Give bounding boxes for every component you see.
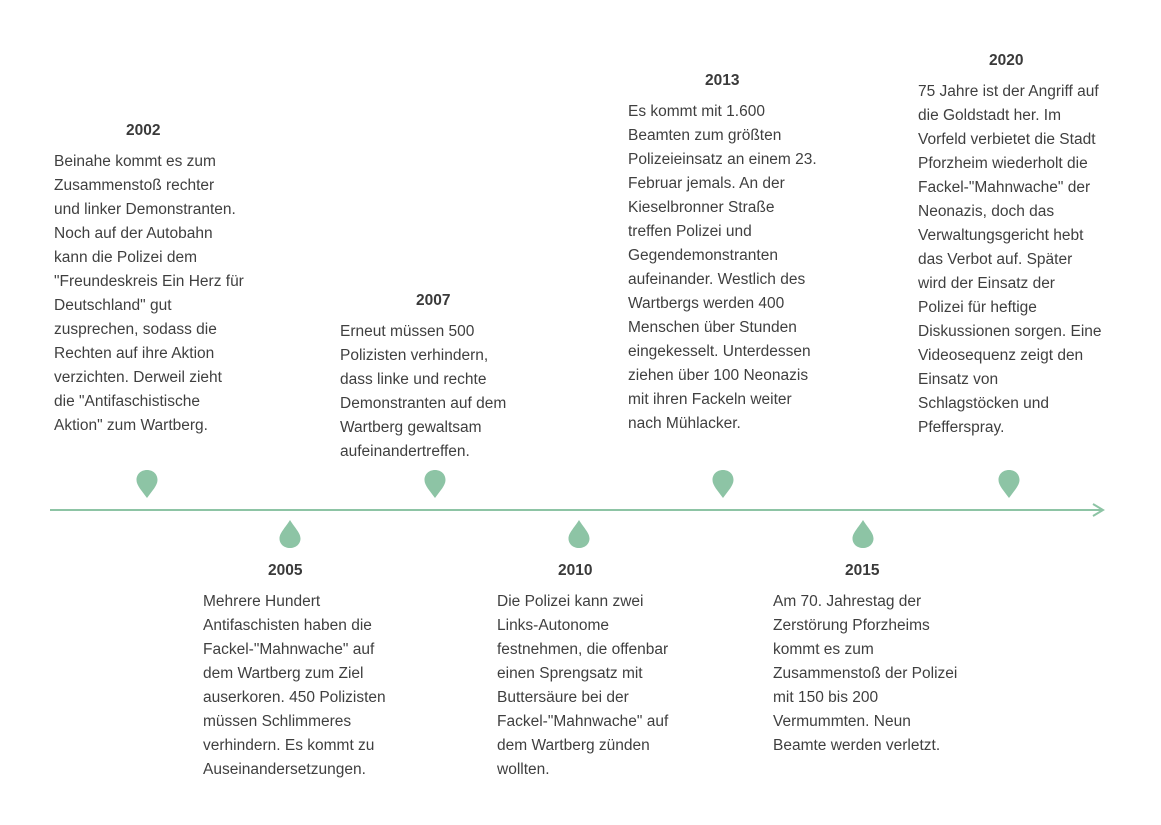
drop-icon (852, 519, 874, 549)
event-year: 2002 (126, 122, 161, 139)
event-year: 2010 (558, 562, 593, 579)
event-year: 2020 (989, 52, 1024, 69)
timeline-event-2007 (340, 291, 522, 464)
event-description: Mehrere Hundert Antifaschisten haben die Fackel-"Mahnwache" auf dem Wartberg zum Ziel auserkoren. 450 Polizisten müssen Schlimmeres verhindern. Es kommt zu Auseinandersetzungen. (203, 593, 386, 778)
event-description: Die Polizei kann zwei Links-Autonome festnehmen, die offenbar einen Sprengsatz mit Buttersäure bei der Fackel-"Mahnwache" auf dem Wartberg zünden wollten. (497, 593, 669, 778)
timeline-event-2010 (497, 561, 683, 782)
event-year: 2015 (845, 562, 880, 579)
timeline-arrowhead (1093, 504, 1103, 516)
event-year: 2007 (416, 292, 451, 309)
timeline-event-2002 (54, 121, 244, 438)
drop-icon (279, 519, 301, 549)
pin-icon (136, 470, 158, 500)
event-year: 2013 (705, 72, 740, 89)
timeline-event-2020 (918, 51, 1102, 440)
pin-icon (712, 470, 734, 500)
timeline-event-2005 (203, 561, 389, 782)
event-description: 75 Jahre ist der Angriff auf die Goldstadt her. Im Vorfeld verbietet die Stadt Pforzheim wiederholt die Fackel-"Mahnwache" der Neonazis, doch das Verwaltungsgericht hebt das Verbot auf. Später wird der Einsatz der Polizei für heftige Diskussionen sorgen. Eine Videosequenz zeigt den Einsatz von Schlagstöcken und Pfefferspray. (918, 83, 1102, 436)
timeline-event-2013 (628, 71, 820, 436)
pin-icon (998, 470, 1020, 500)
timeline-event-2015 (773, 561, 959, 758)
event-description: Beinahe kommt es zum Zusammenstoß rechter und linker Demonstranten. Noch auf der Autobahn kann die Polizei dem "Freundeskreis Ein Herz für Deutschland" gut zusprechen, sodass die Rechten auf ihre Aktion verzichten. Derweil zieht die "Antifaschistische Aktion" zum Wartberg. (54, 153, 244, 434)
drop-icon (568, 519, 590, 549)
pin-icon (424, 470, 446, 500)
event-description: Es kommt mit 1.600 Beamten zum größten Polizeieinsatz an einem 23. Februar jemals. An der Kieselbronner Straße treffen Polizei und Gegendemonstranten aufeinander. Westlich des Wartbergs werden 400 Menschen über Stunden eingekesselt. Unterdessen ziehen über 100 Neonazis mit ihren Fackeln weiter nach Mühlacker. (628, 103, 817, 432)
event-year: 2005 (268, 562, 303, 579)
event-description: Erneut müssen 500 Polizisten verhindern, dass linke und rechte Demonstranten auf dem Wartberg gewaltsam aufeinandertreffen. (340, 323, 507, 460)
event-description: Am 70. Jahrestag der Zerstörung Pforzheims kommt es zum Zusammenstoß der Polizei mit 150 bis 200 Vermummten. Neun Beamte werden verletzt. (773, 593, 958, 754)
